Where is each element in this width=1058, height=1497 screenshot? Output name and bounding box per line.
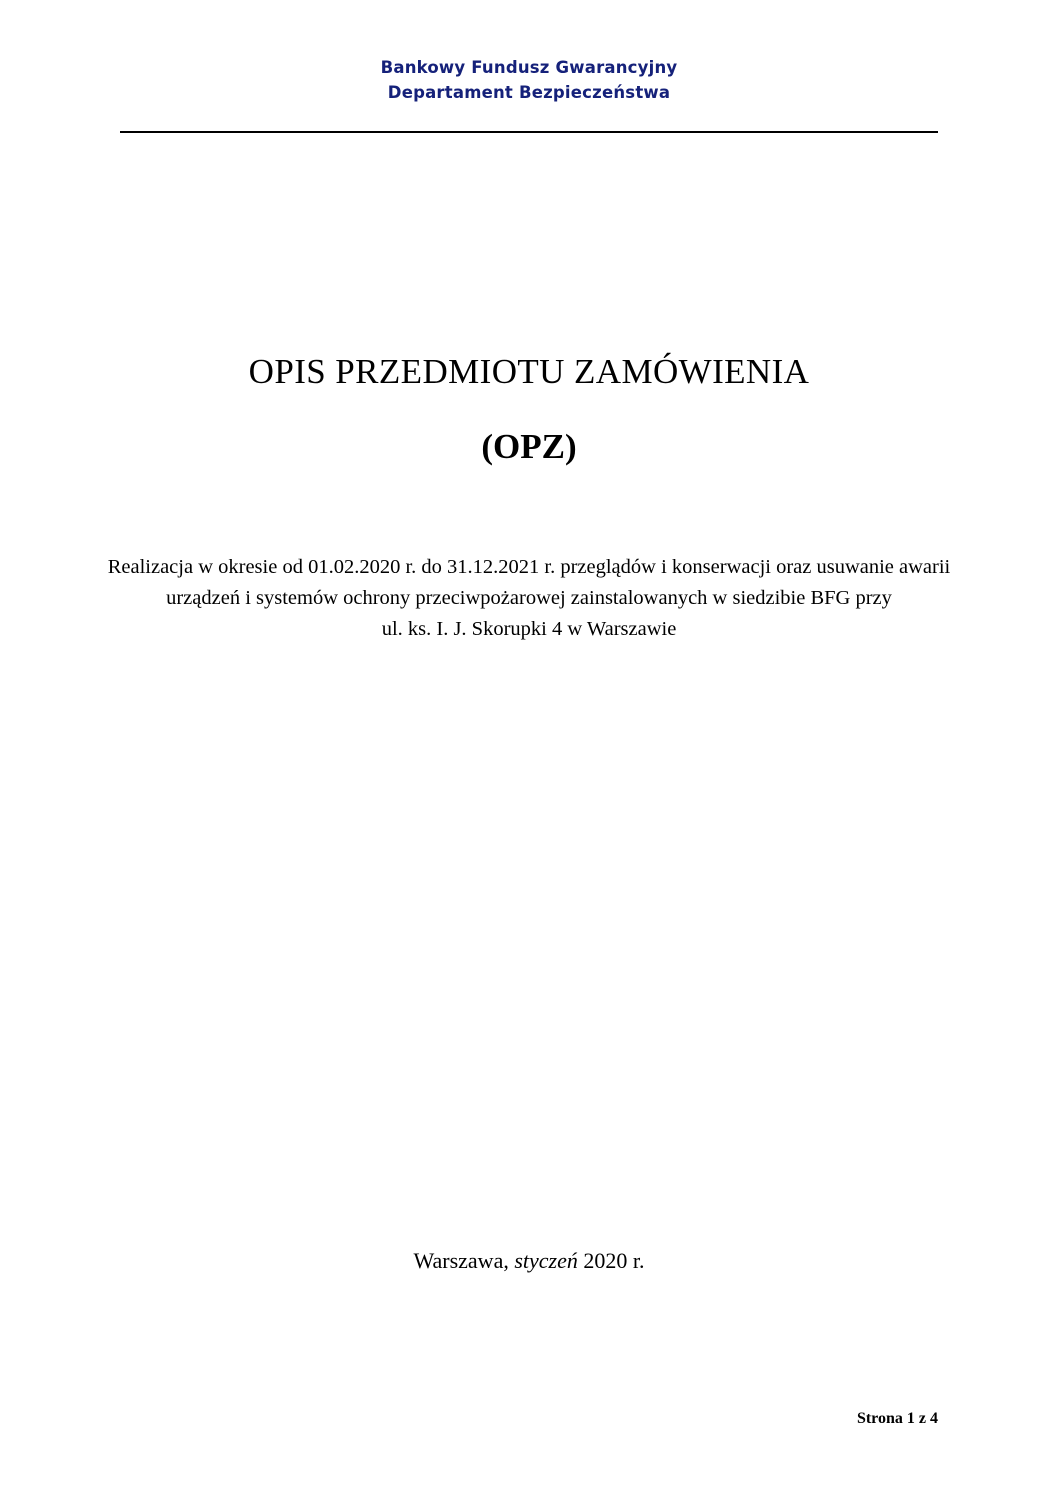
subject-line-3: ul. ks. I. J. Skorupki 4 w Warszawie: [381, 617, 677, 640]
subject-paragraph: [50, 552, 1008, 644]
page-number-label: Strona 1 z 4: [856, 1410, 938, 1427]
document-title: OPIS PRZEDMIOTU ZAMÓWIENIA: [248, 352, 810, 391]
document-header: [120, 56, 938, 106]
header-department: Departament Bezpieczeństwa: [387, 82, 671, 102]
page-footer: [120, 1410, 938, 1428]
subject-line-1: Realizacja w okresie od 01.02.2020 r. do 31.12.2021 r. przeglądów i konserwacji oraz usuwanie awarii: [107, 556, 951, 578]
subject-line-2: urządzeń i systemów ochrony przeciwpożarowej zainstalowanych w siedzibie BFG przy: [166, 586, 892, 609]
place-year: 2020 r.: [583, 1248, 645, 1273]
place-city: Warszawa,: [413, 1248, 509, 1273]
place-month: styczeń: [514, 1248, 578, 1273]
header-organization: Bankowy Fundusz Gwarancyjny: [380, 58, 678, 77]
title-block: [120, 348, 938, 471]
place-and-date: [120, 1248, 938, 1274]
header-divider: [120, 131, 938, 133]
document-title-abbreviation: (OPZ): [481, 427, 577, 467]
